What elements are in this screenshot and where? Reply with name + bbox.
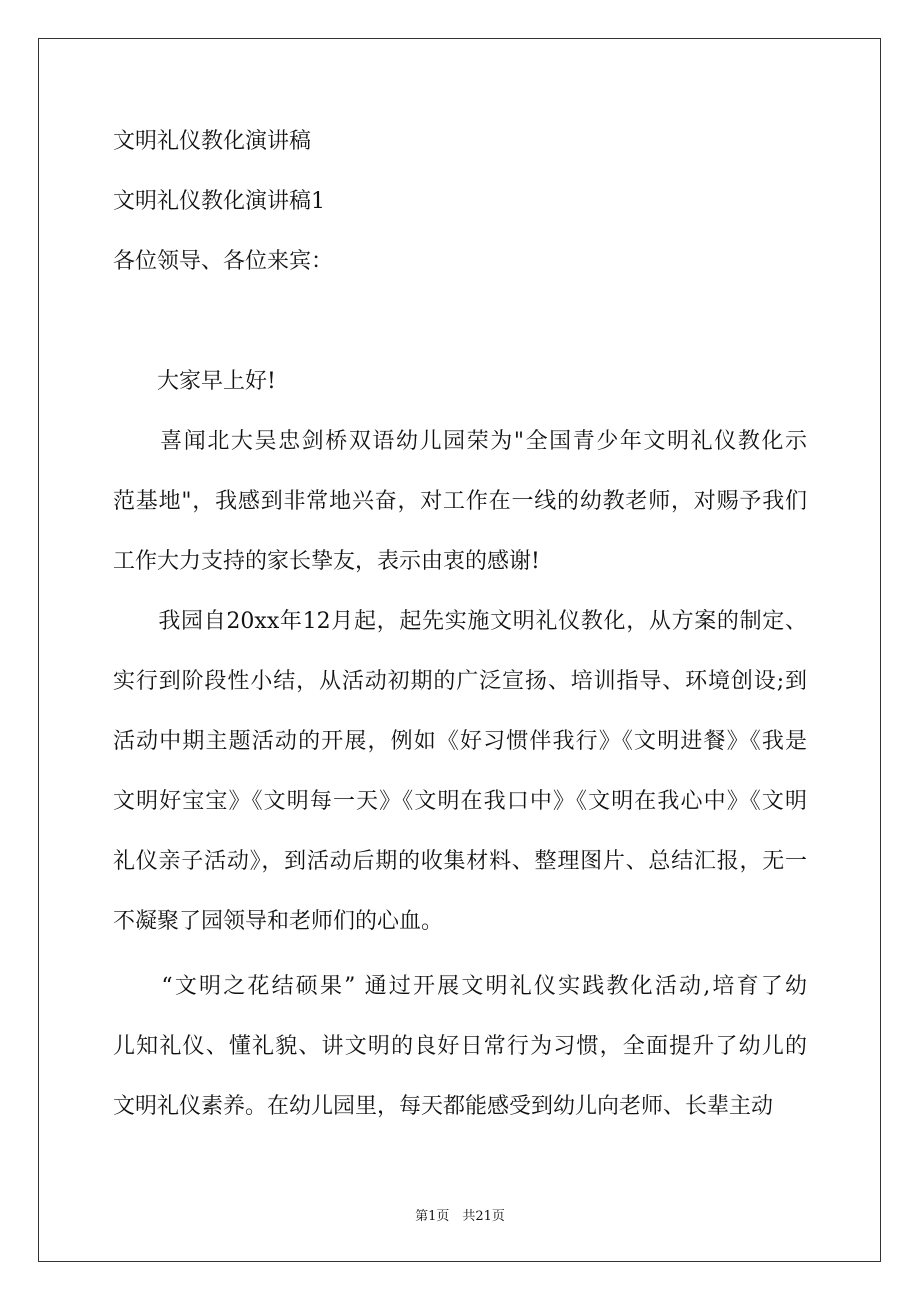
paragraph-line: 大家早上好! xyxy=(113,369,276,394)
paragraph-line: 活动中期主题活动的开展，例如《好习惯伴我行》《文明进餐》《我是 xyxy=(113,729,807,754)
page-border xyxy=(38,38,881,1262)
document-subtitle: 文明礼仪教化演讲稿1 xyxy=(113,189,325,214)
paragraph-line: 喜闻北大吴忠剑桥双语幼儿园荣为"全国青少年文明礼仪教化示 xyxy=(113,429,807,454)
salutation: 各位领导、各位来宾： xyxy=(113,249,334,274)
document-title: 文明礼仪教化演讲稿 xyxy=(113,129,312,154)
paragraph-line: 礼仪亲子活动》，到活动后期的收集材料、整理图片、总结汇报，无一 xyxy=(113,849,807,874)
paragraph-line: 儿知礼仪、懂礼貌、讲文明的良好日常行为习惯，全面提升了幼儿的 xyxy=(113,1034,807,1059)
paragraph-line: 实行到阶段性小结，从活动初期的广泛宣扬、培训指导、环境创设;到 xyxy=(113,669,807,694)
paragraph-line: 文明好宝宝》《文明每一天》《文明在我口中》《文明在我心中》《文明 xyxy=(113,789,807,814)
paragraph-line: 文明礼仪素养。在幼儿园里，每天都能感受到幼儿向老师、长辈主动 xyxy=(113,1094,774,1119)
paragraph-line: 工作大力支持的家长挚友，表示由衷的感谢! xyxy=(113,549,540,574)
paragraph-line: 范基地"，我感到非常地兴奋，对工作在一线的幼教老师，对赐予我们 xyxy=(113,489,807,514)
paragraph-line: 不凝聚了园领导和老师们的心血。 xyxy=(113,909,444,934)
paragraph-line: 我园自20xx年12月起，起先实施文明礼仪教化，从方案的制定、 xyxy=(113,609,807,634)
page-footer: 第1页 共21页 xyxy=(415,1209,505,1224)
paragraph-line: “文明之花结硕果” 通过开展文明礼仪实践教化活动,培育了幼 xyxy=(113,974,807,999)
